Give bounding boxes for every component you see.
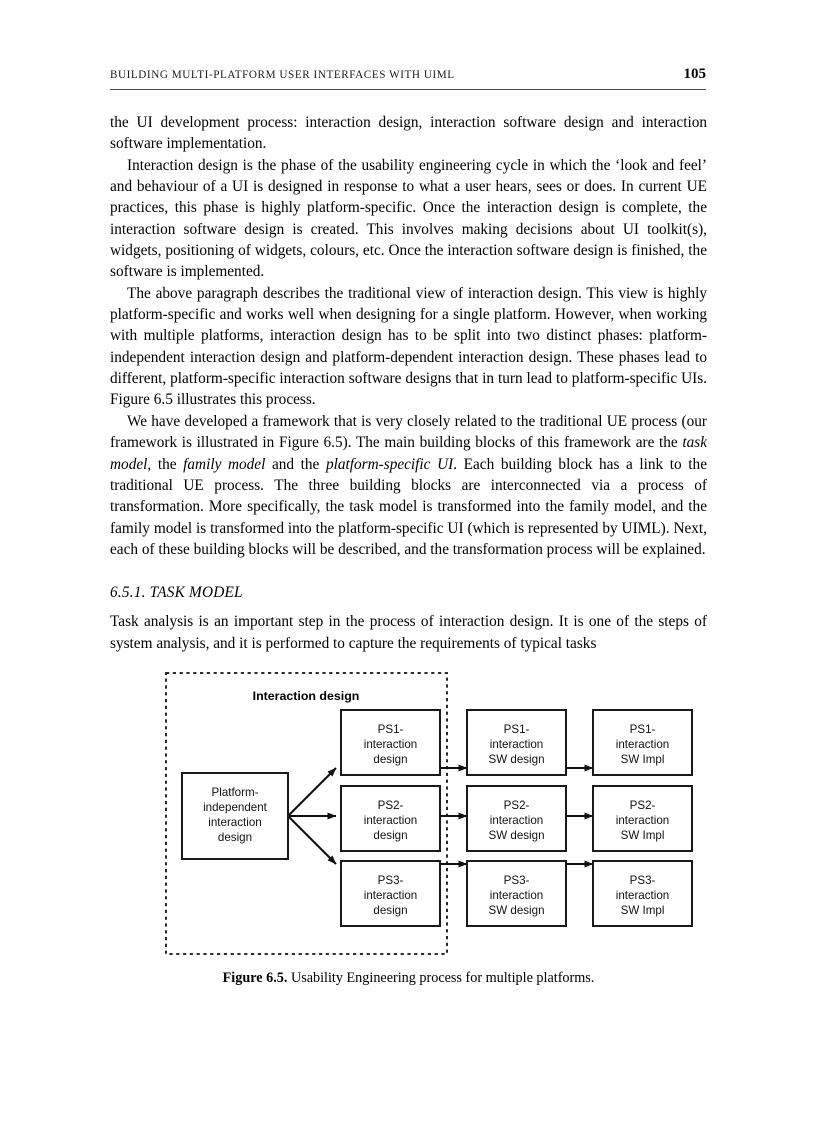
group-label: Interaction design xyxy=(252,689,360,703)
c0-b0-line-1: interaction xyxy=(363,738,418,751)
c0-b0-line-0: PS1- xyxy=(377,723,404,736)
c2-b1-line-0: PS2- xyxy=(629,799,656,812)
c1-b1-line-2: SW design xyxy=(488,829,545,842)
box-platform-independent xyxy=(182,773,288,859)
c2-b0-line-2: SW Impl xyxy=(620,753,665,766)
box-ps1-sw-design xyxy=(467,710,566,775)
c1-b2-line-0: PS3- xyxy=(503,874,530,887)
source-box-line-3: design xyxy=(217,831,253,844)
box-ps1-interaction-design xyxy=(341,710,440,775)
c2-b2-line-1: interaction xyxy=(615,889,670,902)
paragraph-4 xyxy=(110,411,707,560)
header-title: BUILDING MULTI-PLATFORM USER INTERFACES WITH UIML xyxy=(110,69,455,81)
c2-b1-line-1: interaction xyxy=(615,814,670,827)
c2-b1-line-2: SW Impl xyxy=(620,829,665,842)
c1-b2-line-1: interaction xyxy=(489,889,544,902)
paragraph-1: the UI development process: interaction design, interaction software design and interaction software implementation. xyxy=(110,114,707,153)
c1-b0-line-1: interaction xyxy=(489,738,544,751)
arrow-source-to-ps1 xyxy=(288,768,336,816)
header-rule xyxy=(110,89,706,90)
section-heading: 6.5.1. TASK MODEL xyxy=(110,584,243,602)
p4-seg-1-italic: task model xyxy=(110,434,707,473)
p4-seg-5-italic: platform-specific UI xyxy=(325,455,454,473)
p4-seg-6: . Each building block has a link to the traditional UE process. The three building blocks are interconnected via a process of transformation. More specifically, the task model is transformed into the family model, and the family model is transformed into the platform-specific UI (which is represented by UIML). Next, each of these building blocks will be described, and the transformation process will be explained. xyxy=(110,455,707,558)
body-text-column xyxy=(110,112,707,654)
p4-seg-0: We have developed a framework that is very closely related to the traditional UE process (our framework is illustrated in Figure 6.5). The main building blocks of this framework are the xyxy=(110,412,707,452)
source-box-line-2: interaction xyxy=(208,816,262,829)
c0-b2-line-2: design xyxy=(373,904,408,917)
p4-seg-4: and the xyxy=(265,455,326,473)
arrow-source-to-ps3 xyxy=(288,816,336,864)
running-header xyxy=(110,66,706,83)
c2-b2-line-2: SW Impl xyxy=(620,904,665,917)
paragraph-3: The above paragraph describes the traditional view of interaction design. This view is highly platform-specific and works well when designing for a single platform. However, when working with multiple platforms, interaction design has to be split into two distinct phases: platform-independent interaction design and platform-dependent interaction design. These phases lead to different, platform-specific interaction software designs that in turn lead to platform-specific UIs. Figure 6.5 illustrates this process. xyxy=(110,284,707,409)
c0-b0-line-2: design xyxy=(373,753,408,766)
paragraph-after-heading: Task analysis is an important step in the process of interaction design. It is one of the steps of system analysis, and it is performed to capture the requirements of typical tasks xyxy=(110,613,707,652)
figure-diagram xyxy=(110,660,707,965)
c0-b1-line-0: PS2- xyxy=(377,799,404,812)
page-number: 105 xyxy=(683,66,706,82)
c1-b1-line-0: PS2- xyxy=(503,799,530,812)
c0-b2-line-0: PS3- xyxy=(377,874,404,887)
box-ps3-interaction-design xyxy=(341,861,440,926)
c1-b2-line-2: SW design xyxy=(488,904,545,917)
c0-b1-line-1: interaction xyxy=(363,814,418,827)
box-ps2-interaction-design xyxy=(341,786,440,851)
box-ps3-sw-impl xyxy=(593,861,692,926)
p4-seg-3-italic: family model xyxy=(183,455,266,473)
c2-b0-line-1: interaction xyxy=(615,738,670,751)
figure-caption-label: Figure 6.5. xyxy=(222,970,288,986)
box-ps1-sw-impl xyxy=(593,710,692,775)
p4-seg-2: , the xyxy=(147,455,184,473)
c2-b2-line-0: PS3- xyxy=(629,874,656,887)
figure-6-5 xyxy=(110,660,707,1005)
source-box-line-1: independent xyxy=(203,801,267,814)
figure-caption-text: Usability Engineering process for multiple platforms. xyxy=(290,970,595,986)
c0-b2-line-1: interaction xyxy=(363,889,418,902)
c0-b1-line-2: design xyxy=(373,829,408,842)
c2-b0-line-0: PS1- xyxy=(629,723,656,736)
box-ps2-sw-design xyxy=(467,786,566,851)
figure-caption xyxy=(110,970,707,987)
box-ps2-sw-impl xyxy=(593,786,692,851)
box-ps3-sw-design xyxy=(467,861,566,926)
paragraph-2: Interaction design is the phase of the usability engineering cycle in which the ‘look and feel’ and behaviour of a UI is designed in response to what a user hears, sees or does. In current UE practices, this phase is highly platform-specific. Once the interaction design is complete, the interaction software design is created. This involves making decisions about UI toolkit(s), widgets, positioning of widgets, colours, etc. Once the interaction software design is finished, the software is implemented. xyxy=(110,156,707,281)
source-box-line-0: Platform- xyxy=(211,786,259,799)
c1-b1-line-1: interaction xyxy=(489,814,544,827)
c1-b0-line-2: SW design xyxy=(488,753,545,766)
c1-b0-line-0: PS1- xyxy=(503,723,530,736)
